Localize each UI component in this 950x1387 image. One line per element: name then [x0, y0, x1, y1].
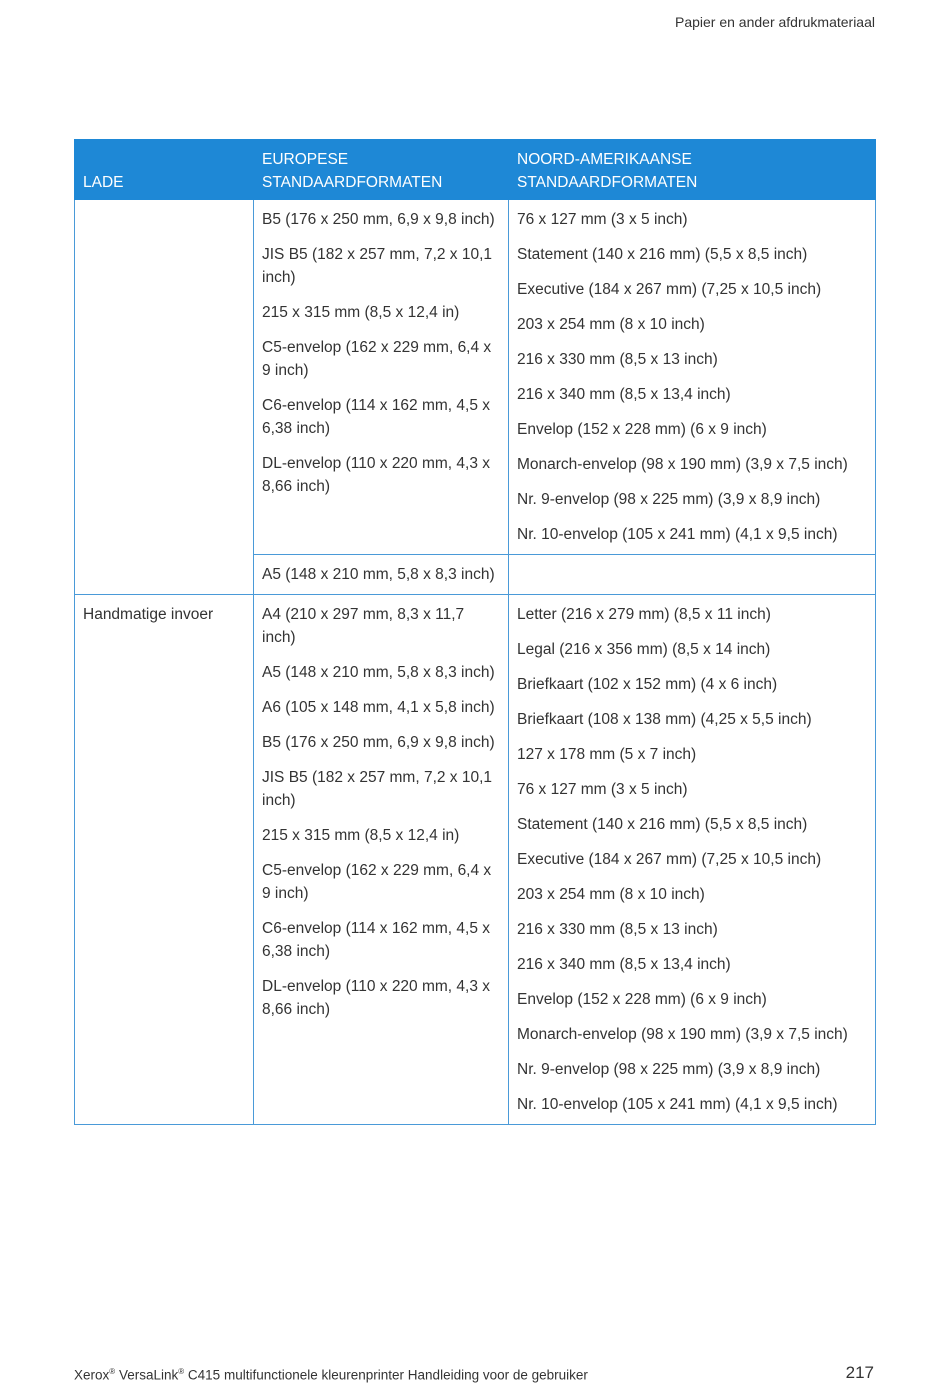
list-item: C5-envelop (162 x 229 mm, 6,4 x 9 inch): [262, 339, 492, 379]
list-item: A5 (148 x 210 mm, 5,8 x 8,3 inch): [262, 664, 495, 681]
tray-cell: Handmatige invoer: [75, 595, 254, 1125]
list-item: Nr. 10-envelop (105 x 241 mm) (4,1 x 9,5 inch): [517, 1096, 838, 1113]
list-item: 76 x 127 mm (3 x 5 inch): [517, 211, 688, 228]
footer-title: [74, 1367, 588, 1383]
list-item: 216 x 330 mm (8,5 x 13 inch): [517, 921, 718, 938]
footer-brand-mark: ®: [109, 1367, 116, 1376]
column-header-tray: LADE: [75, 140, 254, 200]
list-item: B5 (176 x 250 mm, 6,9 x 9,8 inch): [262, 211, 495, 228]
list-item: JIS B5 (182 x 257 mm, 7,2 x 10,1 inch): [262, 246, 493, 286]
list-item: JIS B5 (182 x 257 mm, 7,2 x 10,1 inch): [262, 769, 493, 809]
list-item: Statement (140 x 216 mm) (5,5 x 8,5 inch): [517, 816, 808, 833]
table-row: [75, 595, 876, 1125]
list-item: Statement (140 x 216 mm) (5,5 x 8,5 inch): [517, 246, 808, 263]
list-item: Executive (184 x 267 mm) (7,25 x 10,5 inch): [517, 281, 822, 298]
page-number: 217: [845, 1363, 874, 1382]
table-header-row: [75, 140, 876, 200]
list-item: Monarch-envelop (98 x 190 mm) (3,9 x 7,5 inch): [517, 1026, 848, 1043]
list-item: Legal (216 x 356 mm) (8,5 x 14 inch): [517, 641, 771, 658]
list-item: Nr. 9-envelop (98 x 225 mm) (3,9 x 8,9 inch): [517, 491, 821, 508]
list-item: Briefkaart (108 x 138 mm) (4,25 x 5,5 inch): [517, 711, 812, 728]
list-item: Nr. 10-envelop (105 x 241 mm) (4,1 x 9,5 inch): [517, 526, 838, 543]
list-item: Executive (184 x 267 mm) (7,25 x 10,5 inch): [517, 851, 822, 868]
list-item: DL-envelop (110 x 220 mm, 4,3 x 8,66 inch): [262, 978, 491, 1018]
list-item: Nr. 9-envelop (98 x 225 mm) (3,9 x 8,9 inch): [517, 1061, 821, 1078]
list-item: DL-envelop (110 x 220 mm, 4,3 x 8,66 inch): [262, 455, 491, 495]
list-item: Envelop (152 x 228 mm) (6 x 9 inch): [517, 421, 767, 438]
list-item: C5-envelop (162 x 229 mm, 6,4 x 9 inch): [262, 862, 492, 902]
table-row: [75, 200, 876, 555]
list-item: 216 x 330 mm (8,5 x 13 inch): [517, 351, 718, 368]
footer-product: VersaLink: [118, 1367, 179, 1383]
european-sizes-cell: [254, 555, 509, 595]
column-header-european: EUROPESE STANDAARDFORMATEN: [254, 140, 509, 200]
european-sizes-cell: [254, 200, 509, 555]
footer-description: C415 multifunctionele kleurenprinter Handleiding voor de gebruiker: [187, 1367, 588, 1383]
list-item: Briefkaart (102 x 152 mm) (4 x 6 inch): [517, 676, 778, 693]
list-item: Monarch-envelop (98 x 190 mm) (3,9 x 7,5 inch): [517, 456, 848, 473]
list-item: 215 x 315 mm (8,5 x 12,4 in): [262, 304, 460, 321]
list-item: 216 x 340 mm (8,5 x 13,4 inch): [517, 956, 731, 973]
north-american-sizes-cell: [509, 200, 876, 555]
footer-brand: Xerox: [74, 1367, 110, 1383]
list-item: 203 x 254 mm (8 x 10 inch): [517, 886, 705, 903]
list-item: 76 x 127 mm (3 x 5 inch): [517, 781, 688, 798]
list-item: C6-envelop (114 x 162 mm, 4,5 x 6,38 inch): [262, 920, 491, 960]
list-item: 127 x 178 mm (5 x 7 inch): [517, 746, 697, 763]
tray-cell: [75, 200, 254, 595]
north-american-sizes-cell: [509, 595, 876, 1125]
list-item: Envelop (152 x 228 mm) (6 x 9 inch): [517, 991, 767, 1008]
list-item: Letter (216 x 279 mm) (8,5 x 11 inch): [517, 606, 771, 623]
european-sizes-cell: [254, 595, 509, 1125]
list-item: 215 x 315 mm (8,5 x 12,4 in): [262, 827, 460, 844]
list-item: A5 (148 x 210 mm, 5,8 x 8,3 inch): [262, 566, 495, 583]
list-item: 203 x 254 mm (8 x 10 inch): [517, 316, 705, 333]
section-header: Papier en ander afdrukmateriaal: [674, 14, 875, 30]
list-item: A6 (105 x 148 mm, 4,1 x 5,8 inch): [262, 699, 495, 716]
column-header-north-american: NOORD-AMERIKAANSE STANDAARDFORMATEN: [509, 140, 876, 200]
list-item: A4 (210 x 297 mm, 8,3 x 11,7 inch): [262, 606, 465, 646]
list-item: B5 (176 x 250 mm, 6,9 x 9,8 inch): [262, 734, 495, 751]
footer-product-mark: ®: [178, 1367, 185, 1376]
list-item: 216 x 340 mm (8,5 x 13,4 inch): [517, 386, 731, 403]
north-american-sizes-cell: [509, 555, 876, 595]
paper-sizes-table: [74, 139, 876, 1125]
list-item: C6-envelop (114 x 162 mm, 4,5 x 6,38 inch): [262, 397, 491, 437]
